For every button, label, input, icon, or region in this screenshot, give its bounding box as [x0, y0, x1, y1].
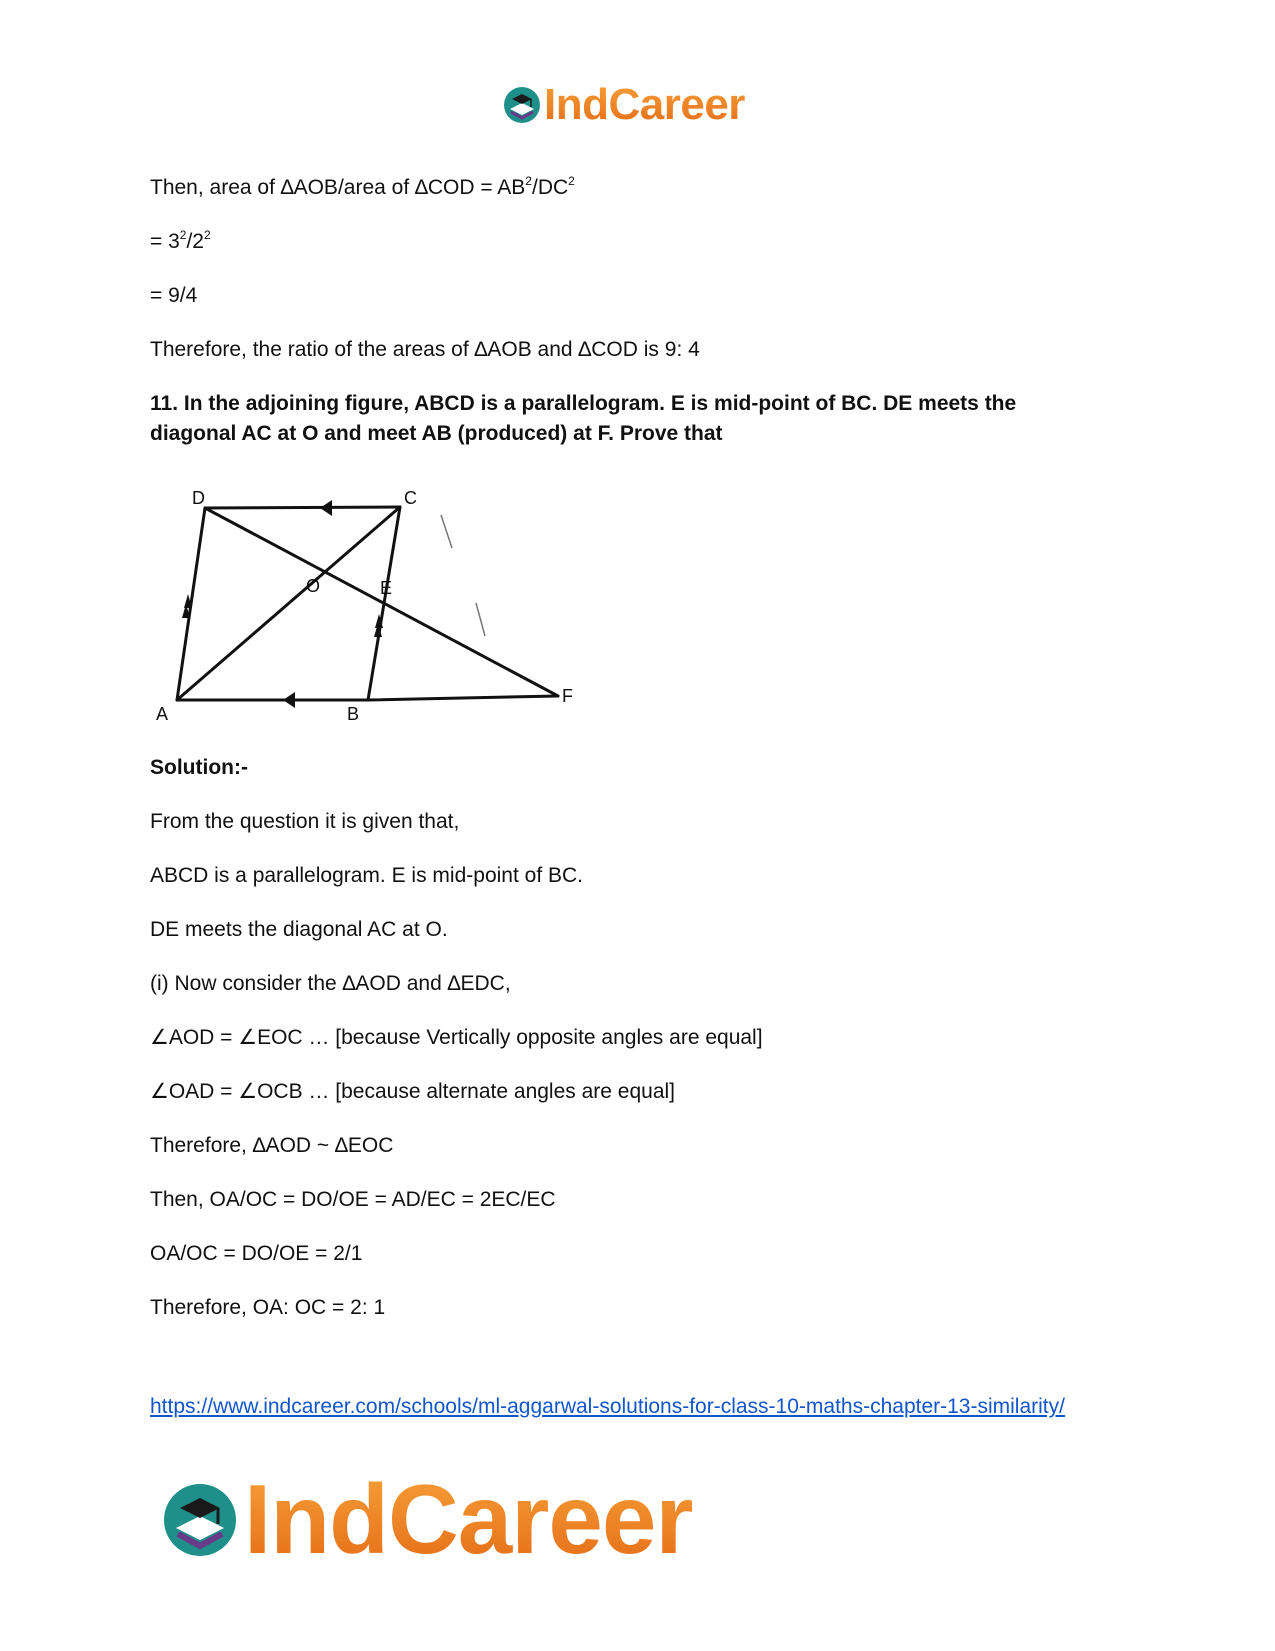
graduation-book-icon — [160, 1480, 240, 1560]
solution-line: ∠AOD = ∠EOC … [because Vertically opposite angles are equal] — [150, 1026, 763, 1049]
solution-heading: Solution:- — [150, 756, 248, 779]
solution-line: From the question it is given that, — [150, 810, 460, 833]
solution-line: (i) Now consider the ∆AOD and ∆EDC, — [150, 972, 511, 995]
math-line-3: = 9/4 — [150, 284, 198, 307]
vertex-label-c: C — [404, 488, 417, 508]
solution-line: OA/OC = DO/OE = 2/1 — [150, 1242, 363, 1265]
point-label-e: E — [380, 578, 393, 598]
solution-line: ABCD is a parallelogram. E is mid-point of BC. — [150, 864, 583, 887]
vertex-label-d: D — [192, 488, 205, 508]
vertex-label-b: B — [347, 704, 360, 724]
solution-line: Therefore, ∆AOD ~ ∆EOC — [150, 1134, 394, 1157]
parallelogram-figure — [150, 478, 590, 728]
logo-text: IndCareer — [244, 1464, 693, 1574]
point-label-f: F — [562, 686, 573, 706]
question-text: 11. In the adjoining figure, ABCD is a parallelogram. E is mid-point of BC. DE meets the — [150, 392, 1017, 415]
header-logo — [502, 80, 745, 130]
solution-line: DE meets the diagonal AC at O. — [150, 918, 448, 941]
solution-line: Therefore, OA: OC = 2: 1 — [150, 1296, 386, 1319]
graduation-book-icon — [502, 85, 542, 125]
math-line-2: = $3^2/2^2$ — [150, 228, 211, 253]
solution-line: ∠OAD = ∠OCB … [because alternate angles are equal] — [150, 1080, 676, 1103]
question-text-cont: diagonal AC at O and meet AB (produced) at F. Prove that — [150, 422, 723, 445]
solution-line: Then, OA/OC = DO/OE = AD/EC = 2EC/EC — [150, 1188, 556, 1211]
vertex-label-a: A — [156, 704, 169, 724]
point-label-o: O — [306, 576, 321, 596]
math-line-1: Then, area of ∆AOB/area of $\Delta COD = AB^2/DC^2$ — [150, 174, 575, 199]
source-link[interactable]: https://www.indcareer.com/schools/ml-aggarwal-solutions-for-class-10-maths-chapter-13-similarity/ — [150, 1395, 1065, 1418]
logo-text: IndCareer — [544, 80, 745, 129]
ratio-conclusion: Therefore, the ratio of the areas of ∆AOB and ∆COD is 9: 4 — [150, 338, 700, 361]
footer-logo — [160, 1463, 693, 1576]
